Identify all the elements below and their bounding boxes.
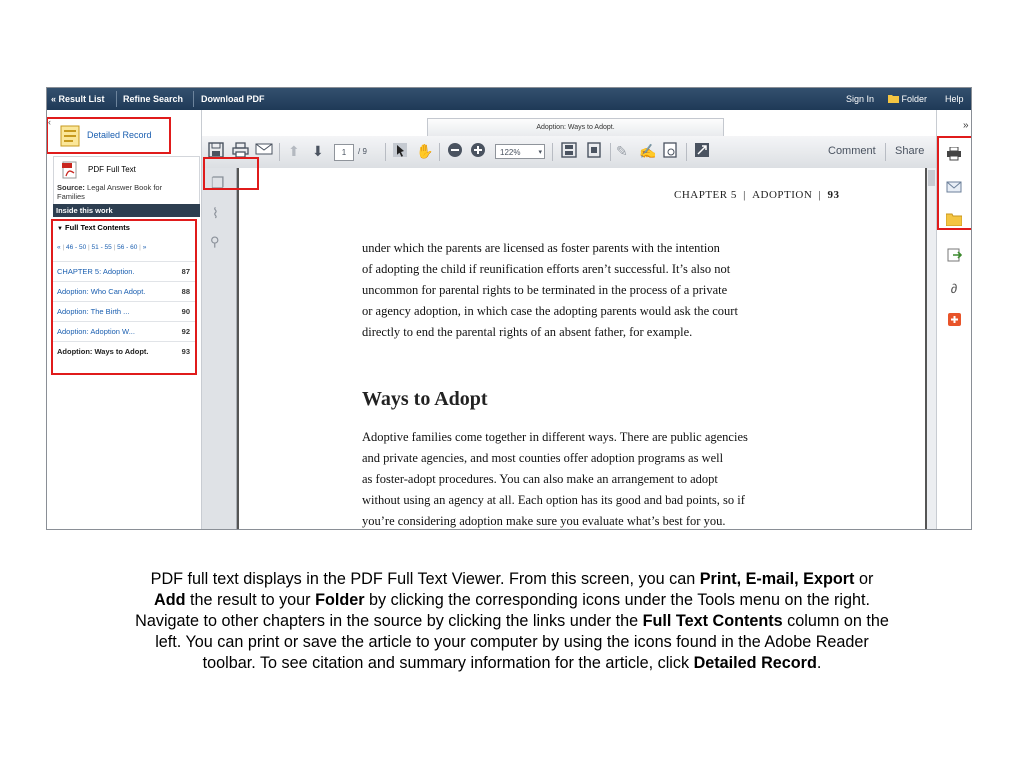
nav-divider <box>116 91 117 107</box>
text-line: and private agencies, and most counties offer adoption programs as well <box>362 451 724 465</box>
pdf-page <box>237 168 927 529</box>
folder-link[interactable] <box>888 88 927 110</box>
zoom-in-icon[interactable] <box>470 142 486 161</box>
chevron-down-icon: ▾ <box>538 149 542 156</box>
left-sidebar <box>47 110 202 529</box>
folder-icon <box>888 94 899 103</box>
tools-panel <box>936 110 972 529</box>
contents-title: Adoption: Ways to Adopt. <box>57 347 149 356</box>
inside-this-work-header: Inside this work <box>53 204 200 217</box>
search-binoculars-icon[interactable]: ⚲ <box>210 234 220 249</box>
source-info <box>57 183 182 201</box>
share-button[interactable]: Share <box>895 145 925 157</box>
text-line: directly to end the parental rights of an absent father, for example. <box>362 325 693 339</box>
sign-icon[interactable]: ✍ <box>639 143 657 159</box>
refine-search-link[interactable]: Refine Search <box>123 94 184 104</box>
caption-text: by clicking the corresponding icons under the Tools menu on the right. <box>364 591 870 609</box>
text-line: under which the parents are licensed as foster parents with the intention <box>362 241 720 255</box>
running-header-chapter: CHAPTER 5 <box>674 189 737 201</box>
page-total: / 9 <box>358 147 367 156</box>
collapse-left-icon[interactable]: ‹ <box>48 117 51 127</box>
toolbar-divider <box>686 143 687 161</box>
vertical-scrollbar[interactable] <box>927 168 936 529</box>
section-heading: Ways to Adopt <box>362 388 488 410</box>
text-line: you’re considering adoption make sure you evaluate what’s best for you. <box>362 514 726 528</box>
edit-icon[interactable]: ✎ <box>616 143 628 159</box>
page-down-icon[interactable]: ⬇ <box>312 143 324 159</box>
viewer-tab-bar <box>202 110 936 136</box>
attachment-icon[interactable]: ⌇ <box>212 205 219 221</box>
caption-text: Navigate to other chapters in the source by clicking the links under the <box>135 612 643 630</box>
running-header-page: 93 <box>827 189 840 201</box>
download-pdf-link[interactable]: Download PDF <box>201 94 265 104</box>
pdf-full-text-link[interactable]: PDF Full Text <box>88 165 136 174</box>
screenshot-frame <box>46 87 972 530</box>
caption-bold: Add <box>154 591 186 609</box>
contents-page: 90 <box>181 307 190 316</box>
comment-button[interactable]: Comment <box>828 145 876 157</box>
document-tab[interactable]: Adoption: Ways to Adopt. <box>427 118 724 136</box>
toolbar-divider <box>385 143 386 161</box>
top-navigation-bar <box>47 88 971 110</box>
pager-46-50[interactable]: 46 - 50 <box>65 244 87 251</box>
triangle-down-icon: ▼ <box>57 226 63 232</box>
caption-text: left. You can print or save the article to your computer by using the icons found in the Adobe Reader <box>155 633 869 651</box>
hand-tool-icon[interactable]: ✋ <box>416 143 434 159</box>
toolbar-divider <box>610 143 611 161</box>
caption-text: column on the <box>782 612 889 630</box>
pdf-icon <box>62 161 78 179</box>
highlight-save-print <box>203 157 259 190</box>
text-line: of adopting the child if reunification efforts aren’t successful. It’s also not <box>362 262 731 276</box>
text-line: as foster-adopt procedures. You can also make an arrangement to adopt <box>362 472 718 486</box>
contents-title: Adoption: Who Can Adopt. <box>57 287 146 296</box>
caption-bold: Folder <box>315 591 365 609</box>
source-value: Legal Answer Book for Families <box>57 183 163 201</box>
pager-first[interactable]: « <box>57 244 61 251</box>
pager-56-60[interactable]: 56 - 60 <box>117 244 138 251</box>
contents-page: 88 <box>181 287 190 296</box>
contents-pager: « | 46 - 50 | 51 - 55 | 56 - 60 | » <box>57 244 147 251</box>
text-line: without using an agency at all. Each option has its good and bad points, so if <box>362 493 745 507</box>
text-line: uncommon for parental rights to be terminated in the process of a private <box>362 283 728 297</box>
permalink-icon[interactable]: ∂ <box>950 281 958 296</box>
help-link[interactable]: Help <box>945 94 964 104</box>
result-list-link[interactable]: « Result List <box>51 94 105 104</box>
folder-label: Folder <box>901 94 928 104</box>
contents-page: 92 <box>181 327 190 336</box>
pdf-viewer <box>202 110 936 529</box>
caption-text: the result to your <box>185 591 316 609</box>
zoom-select[interactable] <box>495 144 545 159</box>
text-line: or agency adoption, in which case the adopting parents would ask the court <box>362 304 738 318</box>
caption-bold: Print, E-mail, Export <box>699 570 855 588</box>
fit-page-icon[interactable] <box>561 142 577 161</box>
zoom-out-icon[interactable] <box>447 142 463 161</box>
adobe-reader-toolbar <box>202 136 936 169</box>
page-up-icon[interactable]: ⬆ <box>288 143 300 159</box>
detailed-record-label: Detailed Record <box>87 130 152 140</box>
stamp-icon[interactable] <box>662 142 678 161</box>
caption-text: . <box>816 654 822 672</box>
collapse-tools-icon[interactable]: » <box>963 120 969 131</box>
contents-title: Adoption: The Birth ... <box>57 307 130 316</box>
pages-icon[interactable]: ❐ <box>211 175 225 192</box>
pdf-full-text-panel <box>53 156 200 205</box>
highlight-full-text-contents <box>51 219 197 375</box>
text-line: Adoptive families come together in different ways. There are public agencies <box>362 430 748 444</box>
running-header: CHAPTER 5 | ADOPTION | 93 <box>674 189 840 201</box>
sign-in-link[interactable]: Sign In <box>846 94 875 104</box>
full-text-contents-title: Full Text Contents <box>65 223 130 232</box>
toolbar-divider <box>439 143 440 161</box>
fit-width-icon[interactable] <box>586 142 602 161</box>
select-tool-icon[interactable] <box>392 142 408 161</box>
caption <box>40 569 984 674</box>
caption-text: toolbar. To see citation and summary information for the article, click <box>202 654 694 672</box>
caption-bold: Detailed Record <box>693 654 817 672</box>
highlight-tools <box>937 136 972 230</box>
toolbar-divider <box>552 143 553 161</box>
page-number-input[interactable]: 1 <box>334 144 354 161</box>
add-to-social-icon[interactable] <box>945 313 963 329</box>
contents-page: 93 <box>181 347 190 356</box>
toolbar-divider <box>279 143 280 161</box>
nav-divider <box>193 91 194 107</box>
caption-bold: Full Text Contents <box>642 612 783 630</box>
export-tool-icon[interactable] <box>945 248 963 264</box>
scrollbar-thumb[interactable] <box>928 170 935 186</box>
highlight-detailed-record <box>46 117 171 154</box>
pager-51-55[interactable]: 51 - 55 <box>91 244 112 251</box>
running-header-section: ADOPTION <box>752 189 813 201</box>
source-label: Source: <box>57 183 85 192</box>
pager-next[interactable]: » <box>142 244 147 251</box>
caption-text: PDF full text displays in the PDF Full Text Viewer. From this screen, you can <box>150 570 700 588</box>
contents-page: 87 <box>181 267 190 276</box>
fullscreen-icon[interactable] <box>694 142 710 161</box>
contents-title: CHAPTER 5: Adoption. <box>57 267 135 276</box>
contents-title: Adoption: Adoption W... <box>57 327 135 336</box>
zoom-value: 122% <box>500 148 521 157</box>
navigation-pane <box>202 168 237 529</box>
caption-text: or <box>854 570 874 588</box>
toolbar-divider <box>885 143 886 161</box>
